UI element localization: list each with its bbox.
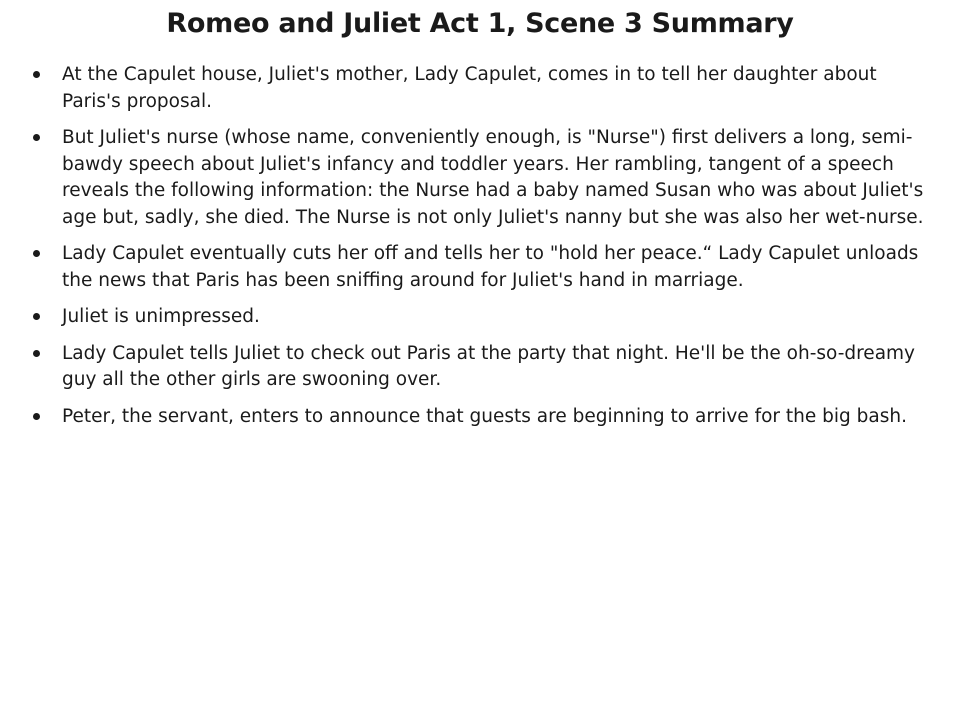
slide-title: Romeo and Juliet Act 1, Scene 3 Summary bbox=[166, 8, 794, 39]
bullet-dot-icon bbox=[33, 413, 40, 420]
bullet-item bbox=[0, 241, 960, 294]
bullet-item bbox=[0, 404, 960, 431]
bullet-dot-icon bbox=[33, 350, 40, 357]
bullet-list bbox=[0, 62, 960, 440]
bullet-item bbox=[0, 125, 960, 231]
bullet-item bbox=[0, 304, 960, 331]
bullet-dot-icon bbox=[33, 250, 40, 257]
bullet-dot-icon bbox=[33, 71, 40, 78]
bullet-item bbox=[0, 62, 960, 115]
bullet-text: Juliet is unimpressed. bbox=[62, 306, 260, 327]
bullet-text: At the Capulet house, Juliet's mother, Lady Capulet, comes in to tell her daughter about Paris's proposal. bbox=[62, 64, 877, 112]
bullet-dot-icon bbox=[33, 313, 40, 320]
bullet-dot-icon bbox=[33, 134, 40, 141]
bullet-text: Peter, the servant, enters to announce that guests are beginning to arrive for the big bash. bbox=[62, 405, 907, 427]
bullet-text: Lady Capulet eventually cuts her off and tells her to "hold her peace.“ Lady Capulet unloads the news that Paris has been sniffing around for Juliet's hand in marriage. bbox=[62, 243, 919, 291]
bullet-text: But Juliet's nurse (whose name, conveniently enough, is "Nurse") first delivers a long, semi-bawdy speech about Juliet's infancy and toddler years. Her rambling, tangent of a speech reveals the following information: the Nurse had a baby named Susan who was about Juliet's age but, sadly, she died. The Nurse is not only Juliet's nanny but she was also her wet-nurse. bbox=[62, 127, 924, 228]
bullet-text: Lady Capulet tells Juliet to check out Paris at the party that night. He'll be the oh-so-dreamy guy all the other girls are swooning over. bbox=[62, 342, 915, 390]
bullet-item bbox=[0, 341, 960, 394]
